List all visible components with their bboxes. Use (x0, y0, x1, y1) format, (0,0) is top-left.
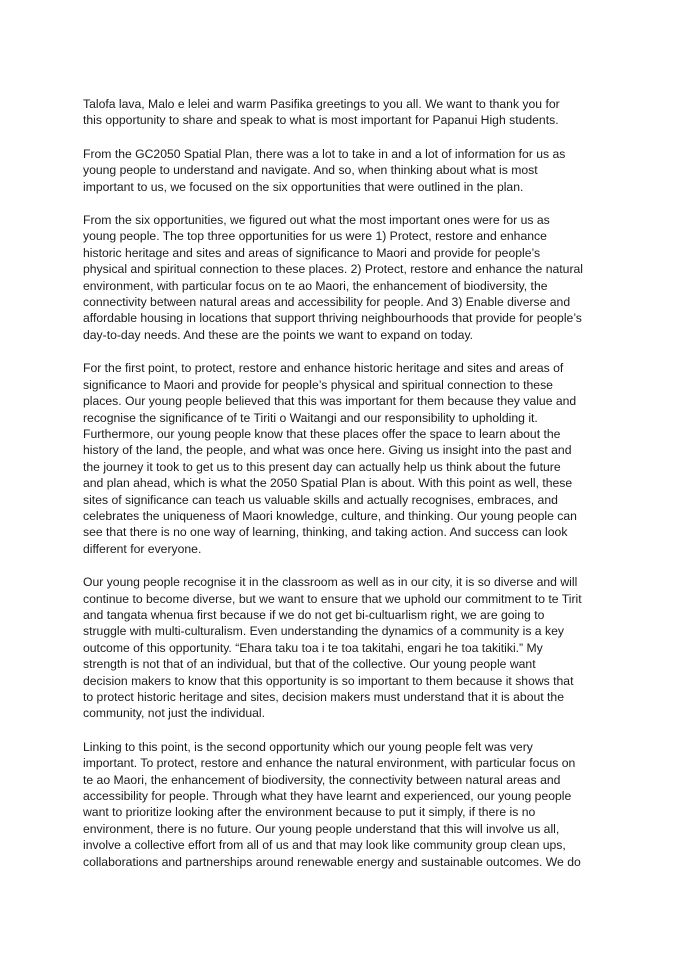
paragraph-diversity: Our young people recognise it in the classroom as well as in our city, it is so diverse and will continue to become diverse, but we want to ensure that we uphold our commitment to te Tirit and tangata whenua first because if we do not get bi-cultuarlism right, we are going to struggle with multi-culturalism. Even understanding the dynamics of a community is a key outcome of this opportunity. “Ehara taku toa i te toa takitahi, engari he toa takitiki.” My strength is not that of an individual, but that of the collective. Our young people want decision makers to know that this opportunity is so important to them because it shows that to protect historic heritage and sites, decision makers must understand that it is about the community, not just the individual. (83, 575, 582, 721)
paragraph-spatial-plan: From the GC2050 Spatial Plan, there was a lot to take in and a lot of information for us as young people to understand and navigate. And so, when thinking about what is most important to us, we focused on the six opportunities that were outlined in the plan. (83, 146, 566, 194)
paragraph-top-three-opportunities: From the six opportunities, we figured out what the most important ones were for us as young people. The top three opportunities for us were 1) Protect, restore and enhance historic heritage and sites and areas of significance to Maori and provide for people’s physical and spiritual connection to these places. 2) Protect, restore and enhance the natural environment, with particular focus on te ao Maori, the enhancement of biodiversity, the connectivity between natural areas and accessibility for people. And 3) Enable diverse and affordable housing in locations that support thriving neighbourhoods that provide for people’s day-to-day needs. And these are the points we want to expand on today. (83, 213, 583, 342)
paragraph-first-point: For the first point, to protect, restore and enhance historic heritage and sites and areas of significance to Maori and provide for people’s physical and spiritual connection to these places. Our young people believed that this was important for them because they value and recognise the significance of te Tiriti o Waitangi and our responsibility to upholding it. Furthermore, our young people know that these places offer the space to learn about the history of the land, the people, and what was once here. Giving us insight into the past and the journey it took to get us to this present day can actually help us think about the future and plan ahead, which is what the 2050 Spatial Plan is about. With this point as well, these sites of significance can teach us valuable skills and actually recognises, embraces, and celebrates the uniqueness of Maori knowledge, culture, and thinking. Our young people can see that there is no one way of learning, thinking, and taking action. And success can look different for everyone. (83, 361, 577, 556)
document-body (83, 96, 608, 887)
paragraph-greeting: Talofa lava, Malo e lelei and warm Pasifika greetings to you all. We want to thank you for this opportunity to share and speak to what is most important for Papanui High students. (83, 97, 560, 128)
paragraph-second-opportunity: Linking to this point, is the second opportunity which our young people felt was very important. To protect, restore and enhance the natural environment, with particular focus on te ao Maori, the enhancement of biodiversity, the connectivity between natural areas and accessibility for people. Through what they have learnt and experienced, our young people want to prioritize looking after the environment because to put it simply, if there is no environment, there is no future. Our young people understand that this will involve us all, involve a collective effort from all of us and that may look like community group clean ups, collaborations and partnerships around renewable energy and sustainable outcomes. We do (83, 739, 581, 869)
